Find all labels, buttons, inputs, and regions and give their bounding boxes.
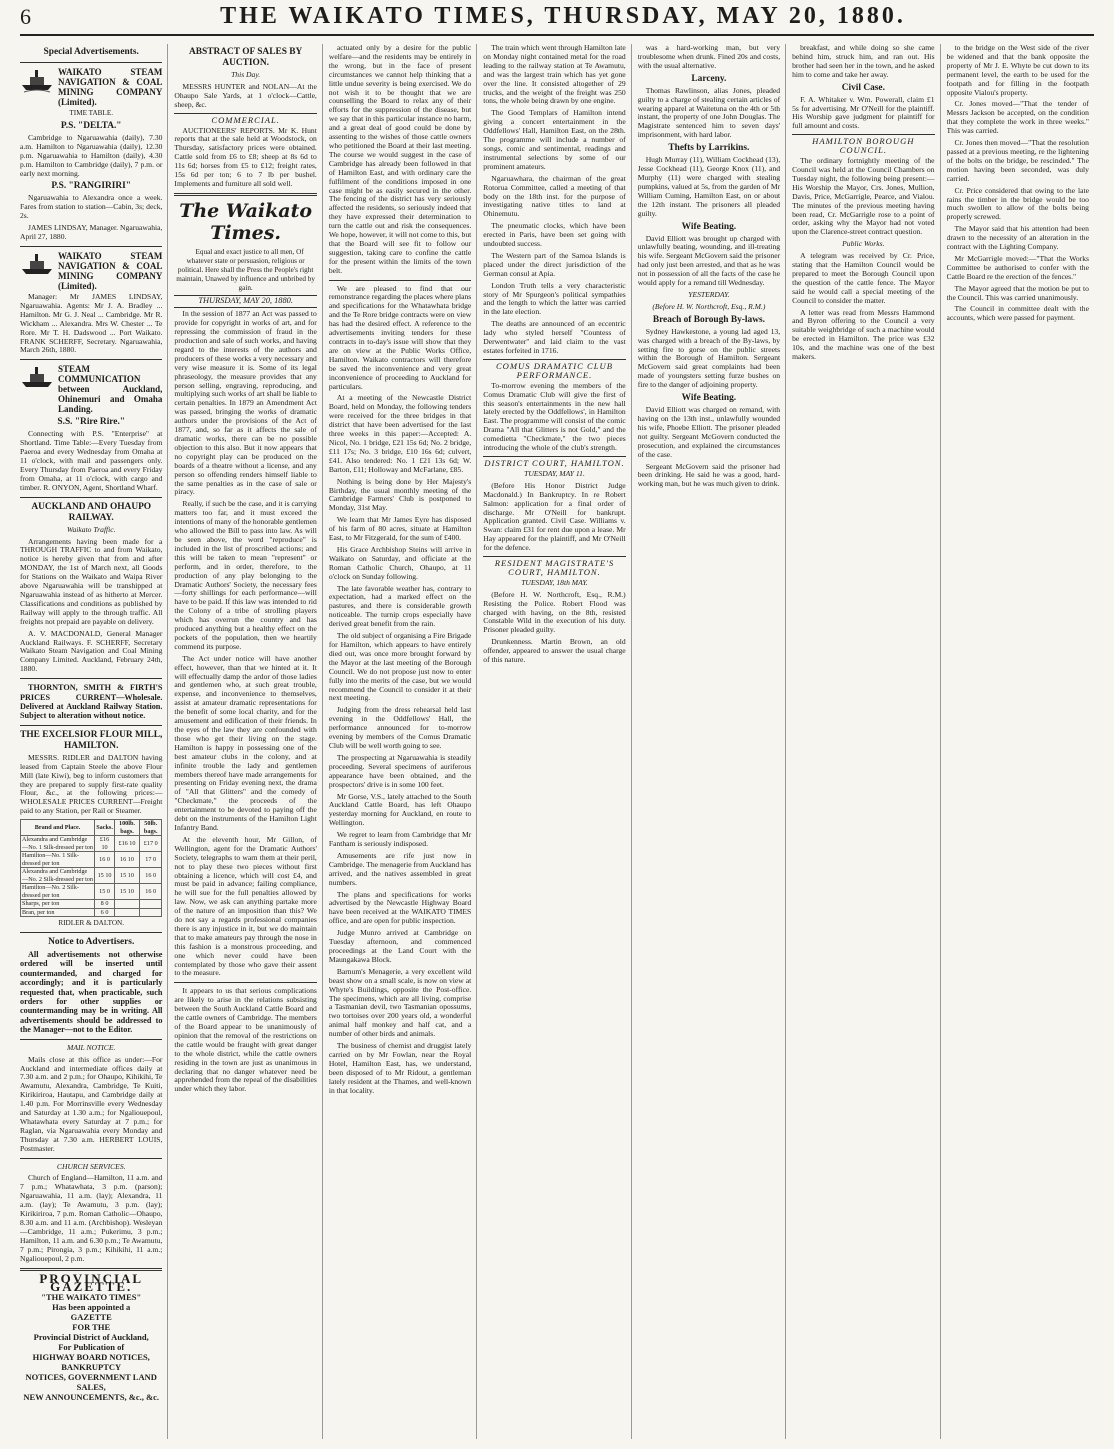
editorial-para: actuated only by a desire for the public welfare—and the residents may be entirely in the wrong, but in the face of present circumstances we cannot help thinking that a little undue severity is being exercised. We do not wish it to be thought that we are counselling the Board to relax any of their efforts for the suppression of the disease, but we say that in this particular instance no harm, and a great deal of good could be done by assenting to the wishes of those cattle owners who petitioned the Board at their last meeting. The course we would suggest in the case of Cambridge has already been followed in that of Hamilton East, and with ordinary care the fulfilment of the conditions imposed in one case might be as easily secured in the other. The fencing of the district has very seriously affected the residents, so seriously indeed that they have expressed their determination to turn the cattle out and risk the consequences. We hope, however, it will not come to this, but that the Board will see fit to follow our suggestion, taking care to confine the cattle for the present within the limits of the town belt.	[328, 44, 472, 275]
table-cell	[140, 908, 162, 917]
news-item: Barnum's Menagerie, a very excellent wild beast show on a small scale, is now on view at Whyte's Buildings, opposite the Post-office. The specimens, which are all living, comprise a Tasmanian devil, two Tasmanian opossums, two tortoises over 200 years old, a wonderful animal half monkey and half cat, and a number of other birds and animals.	[328, 966, 472, 1039]
table-header: 100lb. bags.	[114, 820, 139, 836]
gazette-line: NOTICES, GOVERNMENT LAND SALES,	[25, 1372, 157, 1393]
railway-body: Arrangements having been made for a THROUGH TRAFFIC to and from Waikato, notice is hereby given that from and after MONDAY, the 1st of March next, all Goods for Stations on the Waikato and Waipa River above Ngaruawahia will be transhipped at Ngaruawahia instead of as hitherto at Mercer. Classifications and conditions as published by Railway will apply to the through traffic. All freights not prepaid are payable on delivery.	[20, 536, 163, 626]
table-cell: Bran, per ton	[21, 908, 95, 917]
church-heading: CHURCH SERVICES.	[56, 1161, 126, 1171]
gazette-title: PROVINCIAL GAZETTE.	[39, 1270, 144, 1295]
editorial-para: The Act under notice will have another effect, however, than that we hinted at it. It will effectually damp the ardor of those ladies and gentlemen who, at such great trouble, expense, and inconvenience to themselves, assist at amateur dramatic representations for the benefit of some local charity, and for the amusement and edification of their friends. In the eyes of the law they are confounded with those who get their living on the stage. Hamilton is happy in possessing one of the best amateur clubs in the colony, and at infinite trouble the lady and gentlemen members thereof have made arrangements for presenting on Friday evening next, the drama of "All that Glitters" and the comedy of "Checkmate," the proceeds of the entertainment to be devoted to paying off the debt on the instruments of the Hamilton Light Infantry Band.	[174, 653, 317, 832]
bylaws-heading: Breach of Borough By-laws.	[652, 314, 765, 325]
bylaws-body: Sydney Hawkestone, a young lad aged 13, was charged with a breach of the By-laws, by setting fire to gorse on the public streets within the Borough of Hamilton. Sergeant McGovern said great complaints had been made of youngsters setting furze bushes on fire to the danger of adjoining property.	[637, 326, 781, 390]
borough-council-body: A telegram was received by Cr. Price, stating that the Hamilton Council would be prepared to meet the Borough Council upon the question of the cattle fence. The Mayor said he would call a special meeting of the Council to consider the matter.	[792, 251, 935, 305]
news-item: Judging from the dress rehearsal held last evening in the Oddfellows' Hall, the performance announced for to-morrow evening by members of the Comus Dramatic Club will be well worth going to see.	[328, 705, 472, 750]
table-cell: 16 0	[140, 868, 162, 884]
special-ads-heading: Special Advertisements.	[43, 47, 139, 57]
gazette-line: FOR THE	[72, 1322, 111, 1333]
news-item: The Good Templars of Hamilton intend giving a concert entertainment in the Oddfellows' Hall, Hamilton East, on the 28th. The programme will include a number of songs, comic and sentimental, readings and instrumental selections by some of our prominent amateurs.	[483, 108, 626, 171]
council-item: Cr. Jones then moved—"That the resolution passed at a previous meeting, re the lightening of the bolts on the bridge, be rescinded." The motion having been seconded, was duly carried.	[946, 138, 1089, 183]
table-header: Brand and Place.	[21, 820, 95, 836]
table-cell: £17 0	[140, 836, 162, 852]
news-item: We are pleased to find that our remonstrance regarding the places where plans and specifications for the Whatawhata bridge and the Te Rore bridge contracts were on view has had the desired effect. A reference to the advertisements inviting tenders for these contracts in to-day's issue will show that they are on view at the Public Works Office, Hamilton. Waikato contractors will therefore be saved the inconvenience and very great inconvenience of proceeding to Auckland for particulars.	[328, 283, 472, 391]
editorial-motto: Equal and exact justice to all men, Of whatever state or persuasion, religious or political. Here shall the Press the People's right maintain, Unawed by influence and unbribed by gain.	[176, 247, 315, 292]
church-body: Church of England—Hamilton, 11 a.m. and 7 p.m.; Whatawhata, 3 p.m. (parson); Ngaruawahia, 11 a.m. (lay); Alexandra, 11 a.m. (lay); Te Awamutu, 3 p.m. (lay); Kirikiriroa, 7 p.m. Roman Catholic—Ohaupo, 8.30 a.m. and 11 a.m. (Archbishop). Wesleyan—Cambridge, 11 a.m.; Pukerimu, 3 p.m.; Hamilton, 11 a.m. and 6.30 p.m.; Te Awamutu, 7 p.m.; Pirongia, 3 p.m.; Kihikihi, 11 a.m.; Ngaliouepoul, 2 p.m.	[20, 1173, 163, 1263]
newspaper-title: THE WAIKATO TIMES, THURSDAY, MAY 20, 1880.	[220, 3, 906, 29]
steamship-ad-3-title: STEAM COMMUNICATION between Auckland, Ohinemuri and Omaha Landing.	[58, 364, 163, 415]
district-court-date: TUESDAY, MAY 11.	[524, 468, 585, 478]
steamship-ad-1-title: WAIKATO STEAM NAVIGATION & COAL MINING COMPANY (Limited).	[58, 67, 163, 107]
news-item: His Grace Archbishop Steins will arrive in Waikato on Saturday, and officiate at the Roman Catholic Church, Ohaupo, at 11 o'clock on Sunday following.	[328, 544, 472, 581]
table-cell: Sharps, per ton	[21, 900, 95, 909]
borough-council-heading: HAMILTON BOROUGH COUNCIL.	[792, 134, 934, 155]
divider	[20, 725, 162, 726]
table-cell: 15 10	[114, 868, 139, 884]
column-3	[329, 44, 477, 1439]
table-header: 50lb. bags.	[140, 820, 162, 836]
commercial-heading: COMMERCIAL.	[174, 113, 316, 125]
divider	[20, 1158, 162, 1159]
resident-court-body: (Before H. W. Northcroft, Esq., R.M.) Resisting the Police. Robert Flood was charged with having, on the 8th, resisted Constable Wild in the execution of his duty. Prisoner pleaded guilty.	[483, 589, 626, 635]
table-cell	[114, 908, 139, 917]
ship-rire-rire: S.S. "Rire Rire."	[57, 417, 126, 428]
news-item: The plans and specifications for works advertised by the Newcastle Highway Board have been received at the WAIKATO TIMES office, and are open for public inspection.	[328, 889, 472, 926]
council-item: The Mayor said that his attention had been drawn to the necessity of an alteration in the contract with the Lighting Company.	[946, 224, 1089, 252]
steamship-icon	[20, 67, 54, 93]
railway-sign: A. V. MACDONALD, General Manager Auckland Railways. F. SCHERFF, Secretary Waikato Steam Navigation and Coal Mining Company Limited. Auckland, February 24th, 1880.	[20, 628, 163, 674]
ship-rangiriri: P.S. "RANGIRIRI"	[51, 181, 132, 192]
flour-mill-heading: THE EXCELSIOR FLOUR MILL, HAMILTON.	[20, 729, 163, 751]
borough-council-body: The ordinary fortnightly meeting of the Council was held at the Council Chambers on Tuesday night, the following being present:—His Worship the Mayor, Crs. Jones, Mullion, Davis, Price, McGarrigle, Pearce, and Vialou. The minutes of the previous meeting having been read, Cr. McGarrigle rose to a point of order, asking why the Mayor had not voted upon the Clarence-street contract question.	[792, 156, 935, 237]
civil-case-body: F. A. Whitaker v. Wm. Powerall, claim £1 5s for advertising. Mr O'Neill for the plaintiff. His Worship gave judgment for plaintiff for full amount and costs.	[792, 94, 935, 131]
column-2	[174, 44, 322, 1439]
steamship-ad-2-title: WAIKATO STEAM NAVIGATION & COAL MINING COMPANY (Limited).	[58, 250, 163, 291]
columns	[20, 44, 1094, 1439]
table-cell: 15 10	[95, 868, 115, 884]
gazette-line: For Publication of	[58, 1342, 125, 1353]
news-item: The pneumatic clocks, which have been erected in Paris, have been set going with undoubted success.	[483, 221, 626, 249]
gazette-line: HIGHWAY BOARD NOTICES, BANKRUPTCY	[32, 1352, 150, 1373]
mail-body: Mails close at this office as under:—For Auckland and intermediate offices daily at 7.30 a.m. and 2 p.m.; for Ohaupo, Kihikihi, Te Awamutu, Alexandra, Cambridge, Te Kuiti, Kirikiriroa, Hautapu, and Cambridge daily at 1.40 p.m. For Morrinsville every Wednesday and Saturday at 1.30 a.m.; for Ngaliouepoul, Whatawhata every Saturday at 7 p.m.; for Raglan, via Ngaruawahia every Monday and Thursday at 7.30 a.m. HERBERT LOUIS, Postmaster.	[20, 1054, 163, 1153]
district-court-heading: DISTRICT COURT, HAMILTON.	[484, 457, 625, 468]
news-item: At a meeting of the Newcastle District Board, held on Monday, the following tenders were received for the three bridges in that district that have been advertised for the last three weeks in this paper:—Accepted: A. Nicol, No. 1 bridge, £21 15s 6d; No. 2 bridge, £11 17s; No. 3 bridge, £10 16s 6d; culvert, £41. Also tendered: No. 1 £21 13s 6d; W. Barton, £11; Holloway and McFarlane, £85.	[328, 393, 472, 474]
table-row	[21, 884, 162, 900]
table-cell	[114, 900, 139, 909]
column-7	[947, 44, 1094, 1439]
civil-case-heading: Civil Case.	[841, 82, 885, 93]
news-item: We learn that Mr James Eyre has disposed of his farm of 80 acres, situate at Hamilton East, to Mr Fitzgerald, for the sum of £400.	[328, 515, 472, 543]
table-row	[21, 836, 162, 852]
editorial-dateline: THURSDAY, MAY 20, 1880.	[174, 295, 316, 308]
court-item: Sergeant McGovern said the prisoner had been drinking. He said he was a good, hard-working man, but he was much given to drink.	[637, 461, 781, 489]
table-cell	[140, 900, 162, 909]
abstract-heading: ABSTRACT OF SALES BY AUCTION.	[188, 47, 303, 68]
news-item: The old subject of organising a Fire Brigade for Hamilton, which appears to have entirely died out, was once more brought forward by the Mayor at the last meeting of the Borough Council. We do not propose just now to enter fully into the merits of the case, but we would recommend the Council to consider it at their next meeting.	[328, 631, 472, 703]
timetable-label: TIME TABLE.	[69, 109, 114, 117]
comus-heading: COMUS DRAMATIC CLUB PERFORMANCE.	[483, 359, 625, 380]
table-cell: 15 10	[114, 884, 139, 900]
resident-court-date: TUESDAY, 18th MAY.	[521, 577, 588, 587]
divider	[329, 280, 471, 281]
news-item: The deaths are announced of an eccentric lady who styled herself "Countess of Derwentwater" and laid claim to the vast estates forfeited in 1716.	[483, 319, 626, 355]
wife-beating-2-body: David Elliott was charged on remand, with having on the 13th inst., unlawfully wounded his wife, Phoebe Elliott. The prisoner pleaded not guilty. Sergeant McGovern conducted the prosecution, and explained the circumstances of the case.	[637, 405, 781, 459]
news-item: We regret to learn from Cambridge that Mr Fantham is seriously indisposed.	[328, 830, 472, 849]
masthead	[20, 3, 1094, 36]
steamship-ad-2-body: Manager: Mr JAMES LINDSAY, Ngaruawahia. Agents: Mr J. A. Bradley ... Hamilton. Mr G. J. Neal ... Cambridge. Mr R. Wickham ... Alexandra. Mrs W. Chester ... Te Rore. Mr T. H. Dadswood ... Port Waikato. FRANK SCHERFF, Secretary. Ngaruawahia, March 26th, 1880.	[20, 291, 163, 355]
commercial-body: AUCTIONEERS' REPORTS. Mr K. Hunt reports that at the sale held at Woodstock, on Thursday, satisfactory prices were obtained. Cattle sold from £6 to £8; sheep at 8s 6d to 11s 6d; horses from £5 to £12; freight rates, 15s 6d per ton; 6 to 7 lb per bushel. Implements and furniture all sold well.	[174, 125, 317, 188]
news-item: The Western part of the Samoa Islands is placed under the direct jurisdiction of the German consul at Apia.	[483, 250, 626, 278]
wife-beating-body: David Elliott was brought up charged with unlawfully beating, wounding, and ill-treating his wife. Sergeant McGovern said the prisoner had only just been arrested, and that as he was not in possession of all the facts of the case he would apply for a remand till Wednesday.	[637, 233, 781, 288]
table-cell: £16 10	[95, 836, 115, 852]
divider	[20, 62, 162, 63]
railway-subheading: Waikato Traffic.	[66, 524, 116, 534]
comus-body: To-morrow evening the members of the Comus Dramatic Club will give the first of this season's entertainments in the new hall lately erected by the Oddfellows', in Hamilton East. The programme will consist of the comic Drama "All that Glitters is not Gold," and the comedietta "Checkmate," the two pieces introducing the whole of the club's strength.	[483, 380, 626, 453]
table-row	[21, 900, 162, 909]
thornton-ad: THORNTON, SMITH & FIRTH'S PRICES CURRENT—Wholesale. Delivered at Auckland Railway Station. Subject to alteration without notice.	[20, 683, 163, 721]
table-cell: £16 10	[114, 836, 139, 852]
gazette-line: "THE WAIKATO TIMES"	[41, 1292, 142, 1303]
divider	[20, 359, 162, 360]
council-item: Mr McGarrigle moved:—"That the Works Committee be authorised to confer with the Cattle Board re the erection of the fences."	[946, 253, 1089, 281]
divider	[174, 193, 316, 196]
divider	[20, 1039, 162, 1040]
table-cell: Hamilton—No. 2 Silk-dressed per ton	[21, 884, 95, 900]
steamship-ad-1-sign: JAMES LINDSAY, Manager. Ngaruawahia, April 27, 1880.	[20, 223, 163, 242]
gazette-line: GAZETTE	[70, 1312, 112, 1323]
gazette-line: NEW ANNOUNCEMENTS, &c., &c.	[23, 1392, 160, 1403]
abstract-body: MESSRS HUNTER and NOLAN—At the Ohaupo Sale Yards, at 1 o'clock—Cattle, sheep, &c.	[174, 81, 317, 109]
news-item: The prospecting at Ngaruawahia is steadily proceeding. Several specimens of auriferous appearance have been obtained, and the prospectors' drive is in some 100 feet.	[328, 752, 472, 789]
steamship-ad-3	[20, 364, 162, 414]
yesterday-heading: YESTERDAY.	[688, 289, 730, 299]
table-cell: 8 0	[95, 900, 115, 909]
larceny-heading: Larceny.	[691, 73, 727, 84]
table-row	[21, 868, 162, 884]
drunkenness-item: Drunkenness. Martin Brown, an old offender, appeared to answer the usual charge of this nature.	[483, 637, 626, 665]
news-item: Judge Munro arrived at Cambridge on Tuesday afternoon, and commenced proceedings at the Land Court with the Maungakawa Block.	[328, 928, 472, 964]
table-cell: 15 0	[95, 884, 115, 900]
wife-beating-heading: Wife Beating.	[681, 221, 737, 232]
column-5	[638, 44, 786, 1439]
steamship-ad-1	[20, 67, 162, 107]
divider	[20, 678, 162, 679]
column-4	[483, 44, 631, 1439]
district-court-body: (Before His Honor District Judge Macdonald.) In Bankruptcy. In re Robert Salmon: application for a final order of discharge. Mr O'Neill for bankrupt. Application granted. Civil Case. Williams v. Swan: claim £31 for rent due upon a lease. Mr Hay appeared for the plaintiff, and Mr O'Neill for the defence.	[483, 480, 626, 553]
steamship-ad-3-body: Connecting with P.S. "Enterprise" at Shortland. Time Table:—Every Tuesday from Paeroa and every Wednesday from Omaha at 11 o'clock, with mail and passengers only. Every Thursday from Paeroa and every Friday from Omaha, at 11 o'clock, with cargo and timber. R. ONYON, Agent, Shortland Wharf.	[20, 429, 163, 492]
table-cell: 16 0	[140, 884, 162, 900]
news-item: London Truth tells a very characteristic story of Mr Spurgeon's political sympathies and the length to which the latter was carried in the late election.	[483, 280, 626, 317]
editorial-masthead: The Waikato Times.	[179, 199, 313, 244]
larceny-body: Thomas Rawlinson, alias Jones, pleaded guilty to a charge of stealing certain articles of wearing apparel at Waitetuna on the 4th or 5th instant, the property of one John Douglas. The Magistrate sentenced him to seven days' imprisonment, with hard labor.	[637, 85, 781, 140]
table-cell: 16 10	[114, 852, 139, 868]
editorial-para: At the eleventh hour, Mr Gillon, of Wellington, agent for the Dramatic Authors' Society, telegraphs to warn them at their peril, not to play these two pieces without first obtaining a licence, which will cost £4, and must be paid in advance; failing compliance, he will sue for the full penalties allowed by law. Now, we ask can anything partake more of the nature of an imposition than this? We do not say a regards professional companies there is any injustice in it, but we do maintain that to make amateurs pay through the nose in this fashion is a monstrous proceeding, and one which never could have been contemplated by those who gave their assent to the measure.	[174, 834, 317, 978]
news-item: The business of chemist and druggist lately carried on by Mr Fowlan, near the Royal Hotel, Hamilton East, has, we understand, been disposed of to Mr Ridout, a gentleman lately resident at the Thames, and well-known in that locality.	[328, 1041, 472, 1095]
column-1	[20, 44, 168, 1439]
flour-mill-body: MESSRS. RIDLER and DALTON having leased from Captain Steele the above Flour Mill (late Kiwi), beg to inform customers that they are prepared to supply first-rate quality Flour, &c., at the following prices:— WHOLESALE PRICES CURRENT—Freight paid to any Station, per Rail or Steamer.	[20, 752, 163, 816]
table-cell: 17 0	[140, 852, 162, 868]
railway-heading: AUCKLAND AND OHAUPO RAILWAY.	[31, 501, 152, 523]
borough-council-body: A letter was read from Messrs Hammond and Byron offering to the Council a very suitable weighbridge of such a machine would be erected in Hamilton. The price was £32 10s, and the machine was one of the best makers.	[792, 307, 935, 362]
table-cell: Hamilton—No. 1 Silk-dressed per ton	[21, 852, 95, 868]
editorial-para: In the session of 1877 an Act was passed to provide for copyright in works of art, and for repressing the commission of fraud in the production and sale of such works, and having regard to the interests of the authors and producers of these works a very necessary and very wise measure it is. Some of its legal phraseology, the measure provides that any person selling, engraving, reproducing, and multiplying such works of art shall be liable to certain penalties. In 1879 an Amendment Act was passed, bringing the works of dramatic authors under the provisions of the Act of 1877, and, so far as it affects the sale of dramatic works, there can be no possible objection to this also. But it now appears that no copyright play can be produced on the boards of a theatre without a license, and any person so offending renders himself liable to the same penalties as in the case of sale or piracy.	[174, 309, 317, 497]
divider	[20, 246, 162, 247]
divider	[174, 982, 316, 983]
thefts-heading: Thefts by Larrikins.	[668, 143, 750, 154]
table-cell: Alexandra and Cambridge—No. 1 Silk-dressed per ton	[22, 836, 93, 851]
table-cell: 16 0	[95, 852, 115, 868]
flour-price-table	[20, 819, 162, 917]
table-header-row	[21, 820, 162, 836]
table-row	[21, 852, 162, 868]
notice-heading: Notice to Advertisers.	[48, 937, 135, 948]
divider	[20, 932, 162, 933]
public-works-heading: Public Works.	[842, 239, 885, 249]
council-item: The Council in committee dealt with the accounts, which were passed for payment.	[946, 304, 1089, 323]
council-item: The Mayor agreed that the motion be put to the Council. This was carried unanimously.	[946, 283, 1089, 302]
page-number: 6	[20, 4, 32, 29]
council-item: to the bridge on the West side of the river be widened and that the bank opposite the property of Mr J. E. Whyte be cut down to its permanent level, the earth to be used for the footpath and for filling in the footpath opposite Vialou's property.	[946, 44, 1089, 97]
abstract-day: This Day.	[231, 70, 261, 79]
wife-beating-2-heading: Wife Beating.	[681, 393, 737, 404]
divider	[20, 497, 162, 498]
steamship-ad-2	[20, 251, 162, 291]
council-item: Cr. Jones moved—"That the tender of Messrs Jackson be accepted, on the condition that they complete the work in three weeks." This was carried.	[946, 99, 1089, 136]
editorial-para: It appears to us that serious complications are likely to arise in the relations subsisting between the South Auckland Cattle Board and the cattle owners of Cambridge. The members of the Board appear to be unanimously of opinion that the removal of the restrictions on the cattle would be fraught with great danger to the whole district, while the cattle owners residing in the town are just as unanimous in declaring that no danger whatever need be apprehended from the repeal of the disabilities under which they labor.	[174, 986, 317, 1094]
gazette-line: Provincial District of Auckland,	[33, 1332, 149, 1343]
notice-body: All advertisements not otherwise ordered will be inserted until countermanded, and charged for accordingly; and it is particularly requested that, when practicable, such orders for other supplies or countermanding may be in writing. All advertisements should be addressed to the Manager—not to the Editor.	[20, 950, 163, 1035]
table-cell: Alexandra and Cambridge—No. 2 Silk-dressed per ton	[22, 868, 93, 883]
steamship-icon	[20, 251, 54, 277]
steamship-ad-1-body2: Ngaruawahia to Alexandra once a week. Fares from station to station—Cabin, 3s; deck, 2s.	[20, 193, 163, 221]
council-item: Cr. Price considered that owing to the late rains the timber in the bridge would be too much swollen to allow of the bolts being properly screwed.	[946, 185, 1089, 222]
steamship-icon	[20, 364, 54, 390]
gazette-ad	[20, 1270, 162, 1403]
flour-mill-sign: RIDLER & DALTON.	[58, 919, 125, 928]
yesterday-sub: (Before H. W. Northcroft, Esq., R.M.)	[652, 301, 766, 311]
thefts-body: Hugh Murray (11), William Cockhead (13), Jesse Cockhead (11), George Knox (11), and Murphy (11) were charged with stealing pumpkins, valued at 5s, from the garden of Mr William Cuming, Hamilton East, on or about the 12th instant. The prisoners all pleaded guilty.	[637, 155, 781, 218]
mail-heading: MAIL NOTICE.	[67, 1042, 116, 1052]
resident-court-heading: RESIDENT MAGISTRATE'S COURT, HAMILTON.	[483, 556, 625, 577]
gazette-line: Has been appointed a	[52, 1302, 131, 1313]
court-item: breakfast, and while doing so she came behind him, struck him, and ran out. His brother had seen her in the town, and he asked him to come and take her away.	[792, 44, 935, 79]
editorial-para: Really, if such be the case, and it is carrying matters too far, and it must exceed the intentions of many of the honorable gentlemen who allowed the Bill to pass into law. As will be seen above, the word "reproduce" is included in the list of proscribed actions; and this will be taken to mean "represent" or perform, and in order, therefore, to the production of any play belonging to the Dramatic Authors' Society, the necessary fees—forty shillings for each performance—will have to be paid. If this law was intended to rid the Colony of a tribe of strolling players which has overrun the country and has produced anything but a healthy effect on the pockets of the population, then we heartily commend its purpose.	[174, 499, 317, 651]
steamship-ad-1-body: Cambridge to Ngaruawahia (daily), 7.30 a.m. Hamilton to Ngaruawahia (daily), 12.30 p.m. Ngaruawahia to Hamilton (daily), 4.30 p.m. Hamilton to Cambridge (daily), 7 p.m. or early next morning.	[20, 132, 163, 178]
column-6	[792, 44, 940, 1439]
court-item: was a hard-working man, but very troublesome when drunk. Fined 20s and costs, with the usual alternative.	[637, 44, 781, 70]
news-item: Ngaruawhara, the chairman of the great Rotorua Committee, called a meeting of that body on the 18th inst. for the purpose of investigating native titles to land at Ohinemutu.	[483, 173, 626, 219]
news-item: The late favorable weather has, contrary to expectation, had a marked effect on the pastures, and there is considerable growth noticeable. The turnip crops especially have derived great benefit from the rain.	[328, 583, 472, 629]
news-item: The train which went through Hamilton late on Monday night contained metal for the road leading to the railway station at Te Awamutu, and was the largest train which has yet gone over the line. It consisted altogether of 29 trucks, and the weight of the freight was 250 tons, the whole being drawn by one engine.	[483, 44, 626, 106]
news-item: Mr Gorse, V.S., lately attached to the South Auckland Cattle Board, has left Ohaupo yesterday morning for Auckland, en route to Wellington.	[328, 791, 472, 828]
ship-delta: P.S. "DELTA."	[60, 120, 122, 131]
news-item: Nothing is being done by Her Majesty's Birthday, the usual monthly meeting of the Cambridge Farmers' Club is postponed to Monday, 31st May.	[328, 476, 472, 513]
table-row	[21, 908, 162, 917]
news-item: Amusements are rife just now in Cambridge. The menagerie from Auckland has arrived, and the natives assembled in great numbers.	[328, 850, 472, 887]
table-header: Sacks.	[95, 820, 115, 836]
table-cell: 6 0	[95, 908, 115, 917]
